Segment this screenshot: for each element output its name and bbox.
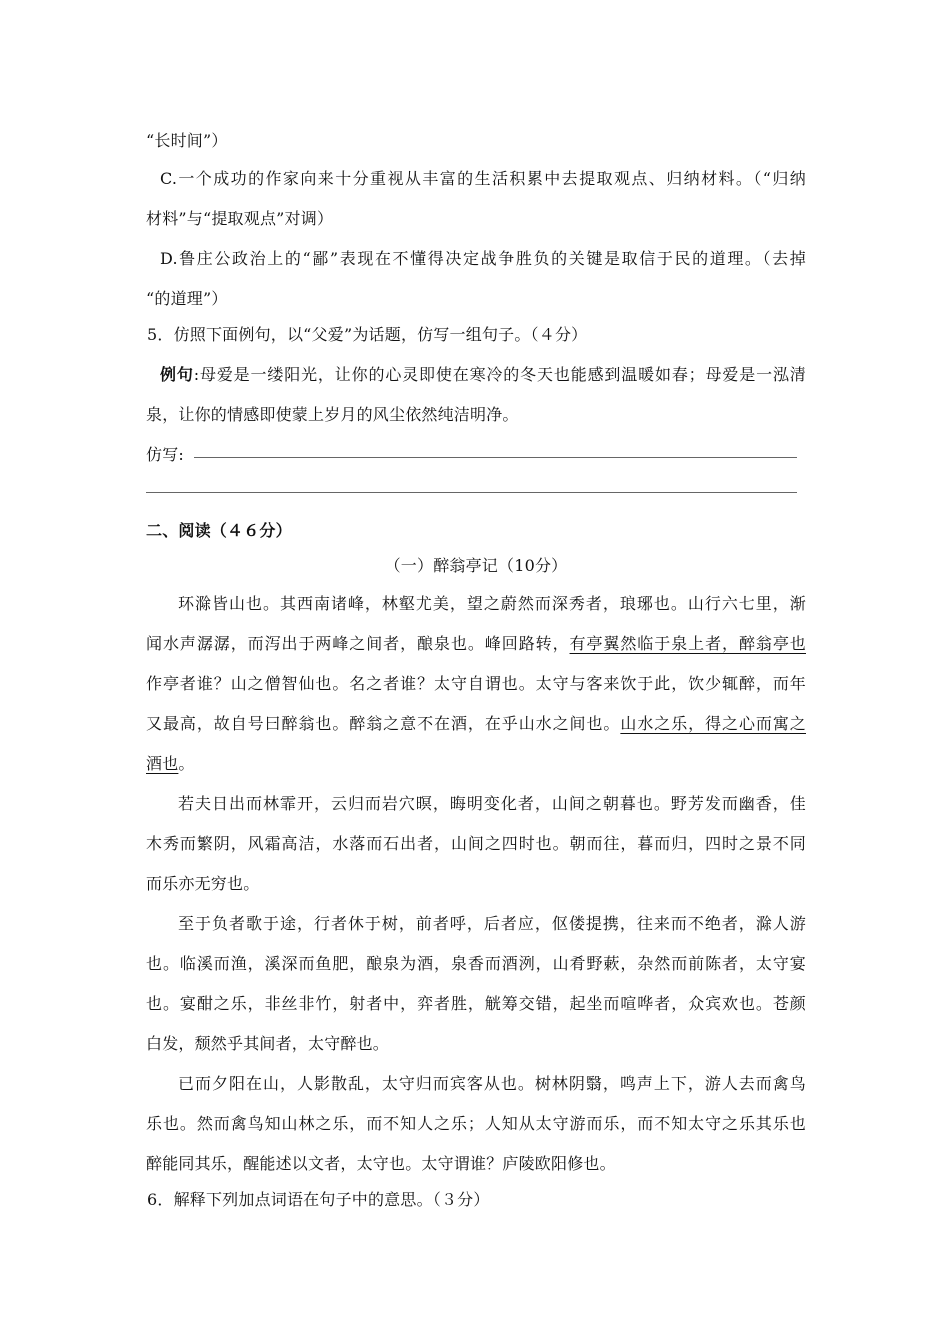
q5-write-label: 仿写: — [146, 445, 184, 464]
p4-line2: 乐也。然而禽鸟知山林之乐，而不知人之乐；人知从太守游而乐，而不知太守之乐其乐也 — [146, 1114, 806, 1133]
p4-line1: 已而夕阳在山，人影散乱，太守归而宾客从也。树林阴翳，鸣声上下，游人去而禽鸟 — [178, 1074, 806, 1093]
p1-line1: 环滁皆山也。其西南诸峰，林壑尤美，望之蔚然而深秀者，琅琊也。山行六七里，渐 — [178, 594, 806, 613]
p1-line4 — [146, 711, 806, 734]
p1-line2-text: 闻水声潺潺，而泻出于两峰之间者，酿泉也。峰回路转， — [146, 634, 570, 653]
p3-line1: 至于负者歌于途，行者休于树，前者呼，后者应，伛偻提携，往来而不绝者，滁人游 — [178, 914, 806, 933]
q4-c-option-line2: 材料”与“提取观点”对调） — [146, 209, 334, 228]
q5-example-text1: :母爱是一缕阳光，让你的心灵即使在寒冷的冬天也能感到温暖如春；母爱是一泓清 — [193, 365, 807, 384]
section2-heading: 二、阅读（４６分） — [146, 521, 292, 540]
p4-line3: 醉能同其乐，醒能述以文者，太守也。太守谓谁？庐陵欧阳修也。 — [146, 1154, 616, 1173]
p1-underlined-sentence-1: 有亭翼然临于泉上者，醉翁亭也 — [569, 634, 806, 653]
answer-line-1[interactable] — [194, 457, 797, 458]
p2-line1: 若夫日出而林霏开，云归而岩穴暝，晦明变化者，山间之朝暮也。野芳发而幽香，佳 — [178, 794, 806, 813]
p3-line2: 也。临溪而渔，溪深而鱼肥，酿泉为酒，泉香而酒洌，山肴野蔌，杂然而前陈者，太守宴 — [146, 954, 806, 973]
passage-title: （一）醉翁亭记（10分） — [384, 556, 568, 575]
q5-example-line2: 泉，让你的情感即使蒙上岁月的风尘依然纯洁明净。 — [146, 405, 519, 424]
answer-line-2[interactable] — [146, 492, 797, 493]
q4-d-option-line2: “的道理”） — [146, 289, 228, 308]
q5-example-line1 — [160, 362, 806, 385]
q4-c-option-line1: C.一个成功的作家向来十分重视从丰富的生活积累中去提取观点、归纳材料。（“归纳 — [160, 169, 806, 188]
q5-prompt: 5．仿照下面例句，以“父爱”为话题，仿写一组句子。（４分） — [147, 325, 588, 344]
p1-line3: 作亭者谁？山之僧智仙也。名之者谁？太守自谓也。太守与客来饮于此，饮少辄醉，而年 — [146, 674, 806, 693]
q4-d-option-line1: D.鲁庄公政治上的“鄙”表现在不懂得决定战争胜负的关键是取信于民的道理。（去掉 — [160, 249, 806, 268]
q6-prompt: 6．解释下列加点词语在句子中的意思。（３分） — [147, 1190, 490, 1209]
q5-example-label: 例句 — [160, 365, 194, 384]
p1-underlined-sentence-2: 山水之乐，得之心而寓之 — [620, 714, 806, 733]
p1-line4-text: 又最高，故自号曰醉翁也。醉翁之意不在酒，在乎山水之间也。 — [146, 714, 621, 733]
q4-b-option-end: “长时间”） — [146, 131, 228, 150]
p3-line4: 白发，颓然乎其间者，太守醉也。 — [146, 1034, 390, 1053]
p2-line3: 而乐亦无穷也。 — [146, 874, 260, 893]
p3-line3: 也。宴酣之乐，非丝非竹，射者中，弈者胜，觥筹交错，起坐而喧哗者，众宾欢也。苍颜 — [146, 994, 806, 1013]
p1-underlined-sentence-2-end: 酒也 — [146, 754, 179, 773]
p1-period: 。 — [178, 754, 195, 773]
p1-line5 — [146, 751, 806, 774]
p1-line2 — [146, 631, 806, 654]
p2-line2: 木秀而繁阴，风霜高洁，水落而石出者，山间之四时也。朝而往，暮而归，四时之景不同 — [146, 834, 806, 853]
